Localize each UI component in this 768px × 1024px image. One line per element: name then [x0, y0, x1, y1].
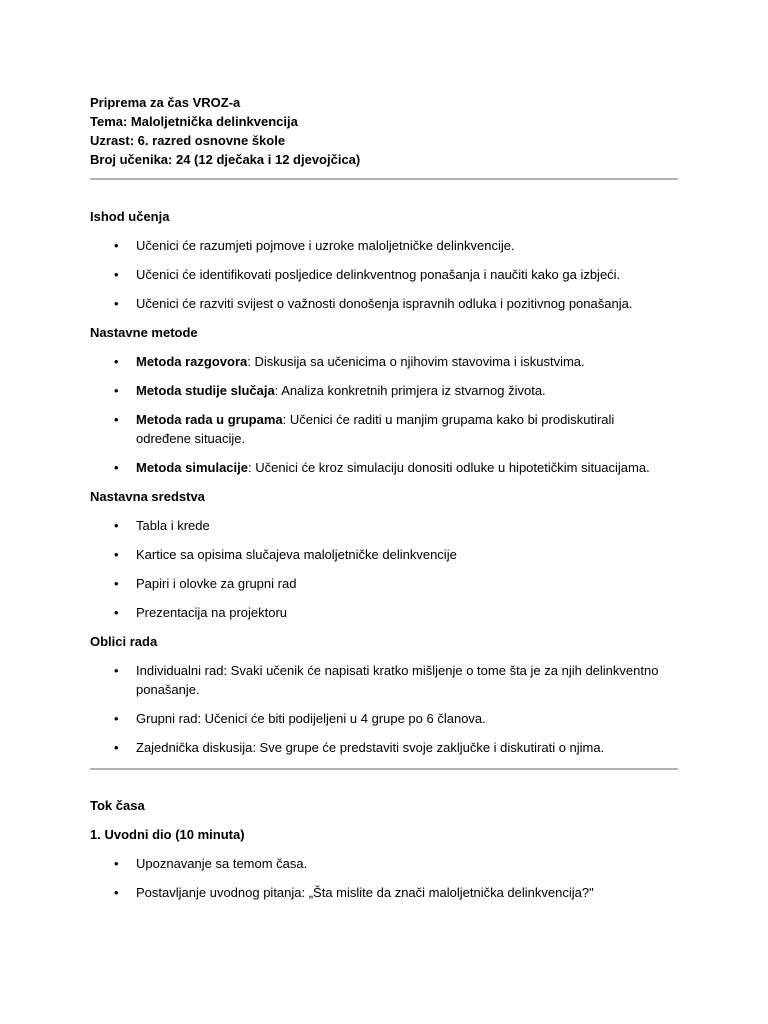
method-term: Metoda rada u grupama: [136, 412, 283, 427]
divider: [90, 178, 678, 180]
list-item: • Papiri i olovke za grupni rad: [114, 576, 297, 591]
bullet-icon: •: [114, 296, 119, 311]
method-desc: : Analiza konkretnih primjera iz stvarnog života.: [274, 383, 546, 398]
method-term: Metoda simulacije: [136, 460, 248, 475]
method-term: Metoda studije slučaja: [136, 383, 275, 398]
list-item: • Prezentacija na projektoru: [114, 605, 288, 620]
list-item: • Učenici će razumjeti pojmove i uzroke maloljetničke delinkvencije.: [114, 238, 515, 253]
subsection-heading-intro: 1. Uvodni dio (10 minuta): [90, 827, 245, 842]
list-item: [114, 410, 659, 448]
bullet-icon: •: [114, 238, 119, 253]
header-age: Uzrast: 6. razred osnovne škole: [90, 133, 286, 148]
bullet-icon: •: [114, 547, 119, 562]
section-heading-methods: Nastavne metode: [90, 325, 198, 340]
list-item: • Učenici će identifikovati posljedice delinkventnog ponašanja i naučiti kako ga izbjeći.: [114, 267, 621, 282]
list-item: • Kartice sa opisima slučajeva maloljetničke delinkvencije: [114, 547, 457, 562]
bullet-icon: •: [114, 605, 119, 620]
bullet-icon: •: [114, 267, 119, 282]
header-student-count: Broj učenika: 24 (12 dječaka i 12 djevojčica): [90, 152, 361, 167]
list-item: [114, 458, 659, 477]
header-topic: Tema: Maloljetnička delinkvencija: [90, 114, 298, 129]
method-desc: : Diskusija sa učenicima o njihovim stavovima i iskustvima.: [247, 354, 585, 369]
list-item: • Tabla i krede: [114, 518, 210, 533]
section-heading-outcomes: Ishod učenja: [90, 209, 170, 224]
divider: [90, 768, 678, 770]
section-heading-lesson-flow: Tok časa: [90, 798, 145, 813]
bullet-icon: •: [114, 460, 119, 475]
bullet-icon: •: [114, 354, 119, 369]
list-item: • Učenici će razviti svijest o važnosti donošenja ispravnih odluka i pozitivnog ponašanja.: [114, 296, 633, 311]
method-desc: : Učenici će raditi u manjim grupama kako bi prodiskutirali određene situacije.: [136, 412, 615, 446]
list-item: • Upoznavanje sa temom časa.: [114, 856, 308, 871]
bullet-icon: •: [114, 518, 119, 533]
list-item: • Individualni rad: Svaki učenik će napisati kratko mišljenje o tome šta je za njih delinkventno ponašanje.: [114, 663, 659, 697]
bullet-icon: •: [114, 711, 119, 726]
list-item: • Grupni rad: Učenici će biti podijeljeni u 4 grupe po 6 članova.: [114, 711, 486, 726]
list-item: • Zajednička diskusija: Sve grupe će predstaviti svoje zaključke i diskutirati o njima.: [114, 740, 605, 755]
bullet-icon: •: [114, 856, 119, 871]
section-heading-work-forms: Oblici rada: [90, 634, 158, 649]
bullet-icon: •: [114, 383, 119, 398]
list-item: [114, 381, 659, 400]
bullet-icon: •: [114, 885, 119, 900]
method-term: Metoda razgovora: [136, 354, 248, 369]
header-title: Priprema za čas VROZ-a: [90, 95, 241, 110]
bullet-icon: •: [114, 663, 119, 678]
lesson-header: [90, 93, 360, 169]
list-item: [114, 352, 659, 371]
bullet-icon: •: [114, 576, 119, 591]
method-desc: : Učenici će kroz simulaciju donositi odluke u hipotetičkim situacijama.: [247, 460, 650, 475]
bullet-icon: •: [114, 740, 119, 755]
section-heading-materials: Nastavna sredstva: [90, 489, 205, 504]
bullet-icon: •: [114, 412, 119, 427]
list-item: • Postavljanje uvodnog pitanja: „Šta mislite da znači maloljetnička delinkvencija?": [114, 885, 594, 900]
